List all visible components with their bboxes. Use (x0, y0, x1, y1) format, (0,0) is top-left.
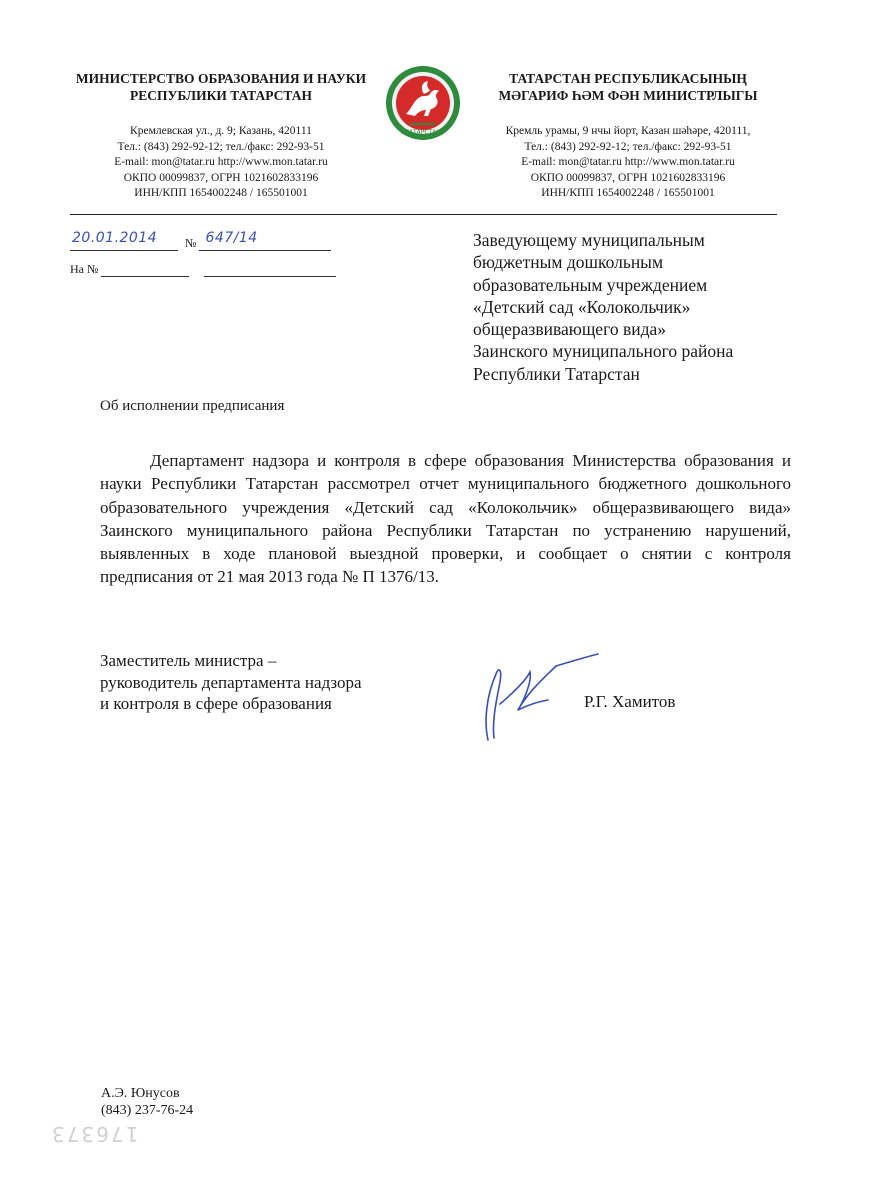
tatarstan-emblem-icon (384, 64, 462, 142)
letter-body: Департамент надзора и контроля в сфере образования Министерства образования и науки Республики Татарстан рассмотрел отчет муниципального бюджетного дошкольного образовательного учреждения «Детский сад «Колокольчик» общеразвивающего вида» Заинского муниципального района Республики Татарстан по устранению нарушений, выявленных в ходе плановой выездной проверки, и сообщает о снятии с контроля предписания от 21 мая 2013 года № П 1376/13. (100, 451, 791, 587)
executor-phone: (843) 237-76-24 (101, 1103, 194, 1118)
ministry-contacts-ru: Кремлевская ул., д. 9; Казань, 420111 Тел.: (843) 292-92-12; тел./факс: 292-93-51 E-mail: mon@tatar.ru http://www.mon.tatar.ru ОКПО 00099837, ОГРН 1021602833196 ИНН/КПП 1654002248 / 165501001 (114, 125, 328, 199)
ministry-title-ru: МИНИСТЕРСТВО ОБРАЗОВАНИЯ И НАУКИ РЕСПУБЛИКИ ТАТАРСТАН (75, 71, 367, 103)
outgoing-number: 647/14 (205, 230, 258, 246)
header-right (478, 70, 778, 202)
header-left (62, 70, 380, 202)
reply-label: На № (70, 262, 99, 276)
reply-reference (70, 262, 336, 277)
signatory-position: Заместитель министра – руководитель департамента надзора и контроля в сфере образования (100, 651, 362, 713)
ministry-contacts-tt: Кремль урамы, 9 нчы йорт, Казан шәһәре, 420111, Тел.: (843) 292-92-12; тел./факс: 292-93-51 E-mail: mon@tatar.ru http://www.mon.tatar.ru ОКПО 00099837, ОГРН 1021602833196 ИНН/КПП 1654002248 / 165501001 (505, 125, 751, 199)
executor-name: А.Э. Юнусов (101, 1086, 180, 1101)
header-divider (70, 214, 777, 215)
signatory-name: Р.Г. Хамитов (584, 692, 676, 711)
registration-stamp: 176373 (50, 1122, 139, 1146)
outgoing-reference (70, 230, 331, 251)
outgoing-date: 20.01.2014 (72, 230, 158, 246)
addressee-block: Заведующему муниципальным бюджетным дошкольным образовательным учреждением «Детский сад «Колокольчик» общеразвивающего вида» Заинского муниципального района Республики Татарстан (473, 230, 734, 384)
number-sign: № (185, 236, 197, 250)
executor-block (101, 1085, 193, 1119)
svg-text:ТАТАРСТАН: ТАТАРСТАН (405, 129, 441, 136)
letter-subject: Об исполнении предписания (100, 398, 285, 414)
ministry-title-tt: ТАТАРСТАН РЕСПУБЛИКАСЫНЫҢ МӘГАРИФ ҺӘМ ФӘН МИНИСТРЛЫГЫ (498, 71, 758, 103)
